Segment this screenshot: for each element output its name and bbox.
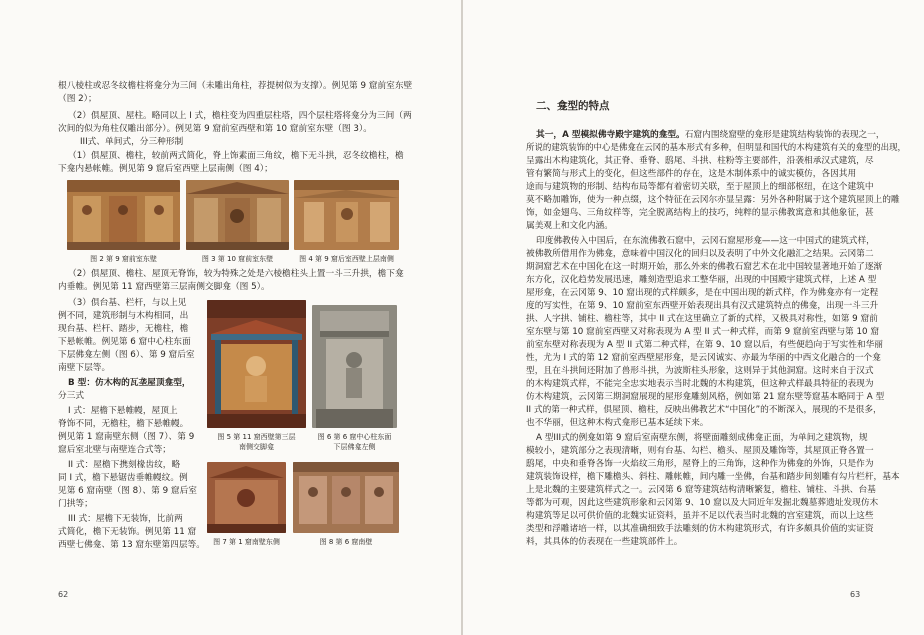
text-line: 模较小，建筑部分之表现清晰，则有台基、勾栏、檐头、屋顶及雕饰等，其屋顶正脊各置一 [526,446,874,456]
text-line: 前室东壁对称表现为 A 型 II 式第二种式样，在第 9、10 窟以后，有些便趋向于写实性和华丽 [526,340,883,350]
figure-2-photo [67,180,180,250]
figure-3-caption: 图 3 第 10 窟前室东壁 [201,255,274,263]
figure-5-photo [207,300,306,428]
text-line: 见第 6 窟南壁（图 8）、第 9 窟后室 [58,486,197,496]
text-line: III式、单间式，分三种形制 [80,137,184,147]
text-line: （图 2）； [58,94,97,104]
figure-7-photo [207,462,286,533]
text-line: 下层佛龛左侧（图 6）、第 9 窟后室 [58,350,195,360]
page-number: 62 [58,590,69,599]
text-line: 鸱尾，中央和垂脊各饰一火焰纹三角形，屋脊上的三角饰，这种作为佛龛的外饰，只是作为 [526,459,874,469]
text-line: 屋形龛，在云冈第 9、10 窟出现的式样颇多，是在中国出现的新式样，作为佛龛亦有一定程 [526,288,879,298]
text-line: 途而与建筑物的形制、结构布局等都有着密切关联，至于屋顶上的细部枢纽，在这个建筑中 [526,182,874,192]
text-line [536,129,885,142]
text-line: 内垂帷。例见第 11 窟西壁第三层南侧交脚龛（图 5）。 [58,282,270,292]
text-line: 印度佛教传入中国后，在东流佛教石窟中，云冈石窟屋形龛——这一中国式的建筑式样， [536,236,875,246]
text-line: 管有繁简与形式上的变化，但这些部件的存在，这是木制体系中的诚实模仿，各因其用 [526,169,857,179]
text-line: 莫不略加雕饰，使为一种点缀，这个特征在云冈尔亦显呈露：另外各种附属于这个建筑屋顶上的雕 [526,195,900,205]
text-line: B 型：仿木构的瓦垄屋顶龛型， [68,378,191,388]
text-line: 建筑装饰设样，檐下雕檐头、斜柱、雕帐帷，间内雕一坐佛，台基和踏步间刻雕有勾片栏杆，基本 [526,472,900,482]
text-line: 次间的似为角柱仅雕出部分）。例见第 9 窟前室西壁和第 10 窟前室东壁（图 3）。 [58,124,372,134]
text-line: 被佛教所借用作为佛龛，意味着中国汉化的回归以及表明了中外文化融汇之结果。云冈第二 [526,249,874,259]
figure-7-caption: 图 7 第 1 窟南壁东侧 [213,538,280,546]
text-line: （1）倶屋顶、檐柱，较前两式简化，脊上饰素面三角纹，檐下无斗拱，忍冬纹檐柱，檐 [68,151,404,161]
text-line: I 式：屋檐下悬帷幔，屋顶上 [68,406,178,416]
text-line: （2）倶屋顶、屋柱。略同以上 I 式，檐柱变为四重层柱塔，四个层柱塔将龛分为三间（两 [68,111,412,121]
figure-4-photo [294,180,399,250]
text-line: 饰，如金翅鸟、三角纹样等，完全脱离结构上的技巧，纯粹的显示佛教寓意和其他象征，甚 [526,208,874,218]
text-line: 东方化，汉化趋势发展迅速，雕刻造型追求工整华丽，出现的中国殿宇建筑式样，上述 A 型 [526,275,877,285]
text-line: 呈露出木构建筑化，其正脊、垂脊、鸱尾、斗拱、柱粉等主要部件，沿袭相承汉式建筑，尽 [526,156,874,166]
text-line: 式简化，檐下无装饰。例见第 11 窟 [58,527,197,537]
right-page [463,0,924,635]
text-line: 现台基、栏杆、踏步，无檐柱，檐 [58,324,189,334]
text-line: 拱、人字拱、铺柱、檐柱等，其中 II 式在这里确立了新的式样，又极具对称性，如第 9 窟前 [526,314,878,324]
figure-8-caption: 图 8 第 6 窟南壁 [319,538,373,546]
text-line: 度的写实性，在第 9、10 窟前室东西壁开始表现出具有汉式建筑特点的佛龛，出现一斗三升 [526,301,879,311]
text-line: 分三式 [58,391,85,401]
text-line: 型，且在斗拱间还附加了兽形斗拱，为波斯柱头形象，这则异于其他洞窟。这时来自于汉式 [526,366,874,376]
text-line: （3）倶台基、栏杆，与以上见 [68,298,187,308]
figure-3-photo [186,180,289,250]
text-line: 的木构建筑式样，不能完全忠实地表示当时北魏的木构建筑，但这种式样最具特征的表现为 [526,379,874,389]
lead-text: 石窟内围绕窟壁的龛形是建筑结构装饰的表现之一， [684,130,885,140]
figure-5-caption-line2: 南侧交脚龛 [239,443,274,451]
figure-8-photo [293,462,399,533]
figure-6-caption-line2: 下层佛龛左侧 [333,443,376,451]
text-line: 上是北魏的主要建筑样式之一。云冈第 6 窟等建筑结构清晰繁复，檐柱、铺柱、斗拱、台基 [526,485,876,495]
text-line: 仿木构建筑，云冈第三期洞窟展现的屋形龛雕刻风格，例如第 21 窟东壁等窟基本略同于 A 型 [526,392,885,402]
text-line: 窟后室北壁与南壁连合式等； [58,445,171,455]
text-line: III 式：屋檐下无装饰，比前两 [68,514,183,524]
page-number: 63 [850,590,861,599]
text-line: 南壁下层等。 [58,363,111,373]
left-page [0,0,461,635]
text-line: 期洞窟艺术在中国化在这一时期开始，那么外来的佛教石窟艺术在北中国较显著地开始了逐渐 [526,262,883,272]
text-line: 同 I 式，檐下悬锯齿垂帷幔纹。例 [58,473,188,483]
text-line: （2）倶屋顶、檐柱、屋顶无脊饰，较为特殊之处是六棱檐柱头上置一斗三升拱，檐下龛 [68,269,404,279]
text-line: 根八棱柱或忍冬纹檐柱将龛分为三间（未雕出角柱，荐提树似为支撑）。例见第 9 窟前室东壁 [58,81,413,91]
section-title: 二、龛型的特点 [536,100,610,112]
text-line: 构建筑等足以可供价值的北魏实证资料，虽并不足以代表当时北魏的宫室建筑，而以上这些 [526,511,874,521]
figure-5-caption: 图 5 第 11 窟西壁第三层 [217,433,296,441]
text-line: 下悬帐帷。例见第 6 窟中心柱东面 [58,337,191,347]
text-line: 属美观上和文化内涵。 [526,221,613,231]
figure-4-caption: 图 4 第 9 窟后室西壁上层南侧 [299,255,394,263]
text-line: A 型III式的例龛如第 9 窟后室南壁东侧，将壁面雕刻成佛龛正面，为单间之建筑物，规 [536,433,868,443]
lead-bold-text: 其一，A 型模拟佛寺殿宇建筑的龛型。 [536,130,685,140]
text-line: 类型和浮雕诸培一样，以其准确细致手法雕刻的仿木构建筑形式，有许多颇具价值的实证资 [526,524,874,534]
text-line: 例不同，建筑形制与木构相同，出 [58,311,189,321]
text-line: 性，尤为 I 式的第 12 窟前室西壁屋形龛，是云冈诚实、亦最为华丽的中西文化融合的一个龛 [526,353,881,363]
figure-2-caption: 图 2 第 9 窟前室东壁 [90,255,157,263]
text-line: 所说的建筑装饰的中心是佛龛在云冈的基本形式有多种，但明显和国代的木构建筑有关的龛型的出现， [526,143,906,153]
text-line: 料，其具体的仿表现在一些建筑部件上。 [526,537,683,547]
figure-6-caption: 图 6 第 6 窟中心柱东面 [317,433,392,441]
text-line: II 式：屋檐下携刻椽齿纹，略 [68,460,181,470]
text-line: 下龛内悬帐帷。例见第 9 窟后室西壁上层南侧（图 4）； [58,164,273,174]
text-line: 也不华丽，但这种木构式龛形已基本延续下来。 [526,418,709,428]
text-line: 门拱等； [58,499,93,509]
text-line: 例见第 1 窟南壁东侧（图 7）、第 9 [58,432,195,442]
text-line: 室东壁与第 10 窟前室西壁又对称表现为 A 型 II 式一种式样，而第 9 窟前室西壁与第 10 窟 [526,327,880,337]
text-line: 等都为可观，因此这些建筑形象和云冈第 9、10 窟以及大同近年发掘北魏墓葬遗址发现仿木 [526,498,879,508]
text-line: 西壁七佛龛、第 13 窟东壁第四层等。 [58,540,205,550]
figure-6-photo [312,305,397,428]
text-line: 脊饰不同，无檐柱，檐下悬帷幔。 [58,419,189,429]
text-line: II 式的第一种式样，倶屋顶、檐柱，反映出佛教艺术“中国化”的不断深入，展现的不是很多， [526,405,882,415]
